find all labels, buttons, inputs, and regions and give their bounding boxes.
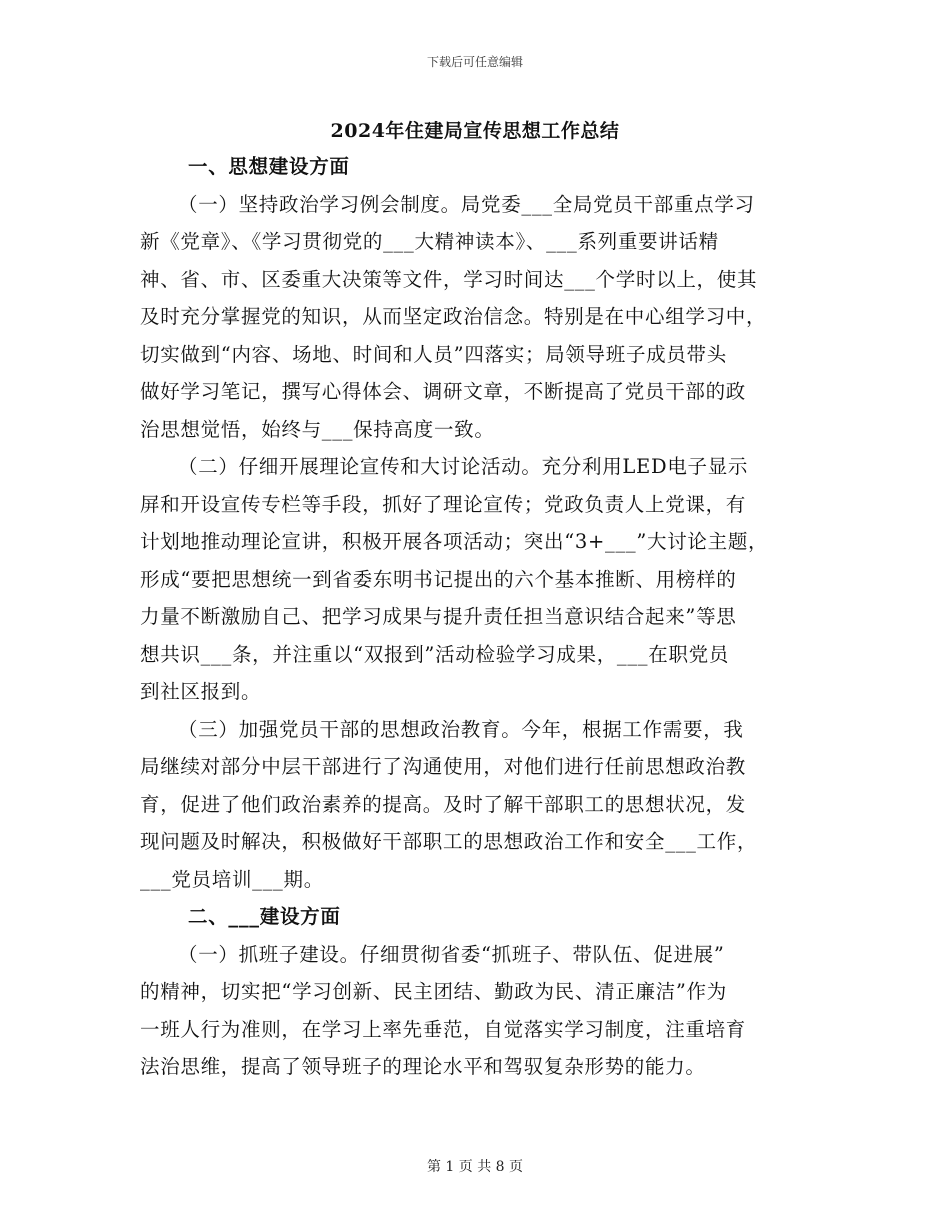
section-heading-1: 一、思想建设方面 [188,155,350,178]
paragraph-line: 现问题及时解决，积极做好干部职工的思想政治工作和安全___工作， [140,830,758,853]
paragraph-line: 育，促进了他们政治素养的提高。及时了解干部职工的思想状况，发 [140,792,747,816]
paragraph-line: 形成“要把思想统一到省委东明书记提出的六个基本推断、用榜样的 [140,567,737,591]
paragraph-line: 及时充分掌握党的知识，从而坚定政治信念。特别是在中心组学习中， [140,305,767,328]
paragraph-line: （三）加强党员干部的思想政治教育。今年，根据工作需要，我 [178,717,744,741]
paragraph-line: ___党员培训___期。 [140,867,324,891]
paragraph-line: 治思想觉悟，始终与___保持高度一致。 [140,417,495,441]
header-note: 下载后可任意编辑 [426,55,523,69]
paragraph-2-1 [140,936,812,1086]
paragraph-1-2 [140,448,812,711]
paragraph-line: （二）仔细开展理论宣传和大讨论活动。充分利用LED电子显示 [178,455,749,478]
paragraph-line: 切实做到“内容、场地、时间和人员”四落实；局领导班子成员带头 [140,342,727,366]
paragraph-line: 想共识___条，并注重以“双报到”活动检验学习成果，___在职党员 [140,642,730,666]
paragraph-line: 法治思维，提高了领导班子的理论水平和驾驭复杂形势的能力。 [140,1055,706,1078]
page-number-footer: 第 1 页 共 8 页 [426,1159,524,1175]
paragraph-line: 做好学习笔记，撰写心得体会、调研文章，不断提高了党员干部的政 [140,380,747,403]
paragraph-line: 到社区报到。 [140,680,262,703]
paragraph-line: （一）抓班子建设。仔细贯彻省委“抓班子、带队伍、促进展” [178,942,725,966]
document-title: 2024年住建局宣传思想工作总结 [330,120,620,142]
paragraph-1-3 [140,711,812,899]
paragraph-line: （一）坚持政治学习例会制度。局党委___全局党员干部重点学习 [178,192,755,216]
document-body [140,148,812,1086]
paragraph-line: 一班人行为准则，在学习上率先垂范，自觉落实学习制度，注重培育 [140,1017,747,1041]
paragraph-line: 力量不断激励自己、把学习成果与提升责任担当意识结合起来”等思 [140,605,737,628]
paragraph-line: 的精神，切实把“学习创新、民主团结、勤政为民、清正廉洁”作为 [140,980,727,1003]
paragraph-line: 局继续对部分中层干部进行了沟通使用，对他们进行任前思想政治教 [140,755,747,778]
paragraph-line: 屏和开设宣传专栏等手段，抓好了理论宣传；党政负责人上党课，有 [140,492,747,516]
paragraph-1-1 [140,186,812,449]
section-heading-2: 二、___建设方面 [188,905,341,928]
paragraph-line: 计划地推动理论宣讲，积极开展各项活动；突出“3+___”大讨论主题， [140,530,769,553]
paragraph-line: 新《党章》、《学习贯彻党的___大精神读本》、___系列重要讲话精 [140,230,719,253]
paragraph-line: 神、省、市、区委重大决策等文件，学习时间达___个学时以上，使其 [140,267,758,291]
